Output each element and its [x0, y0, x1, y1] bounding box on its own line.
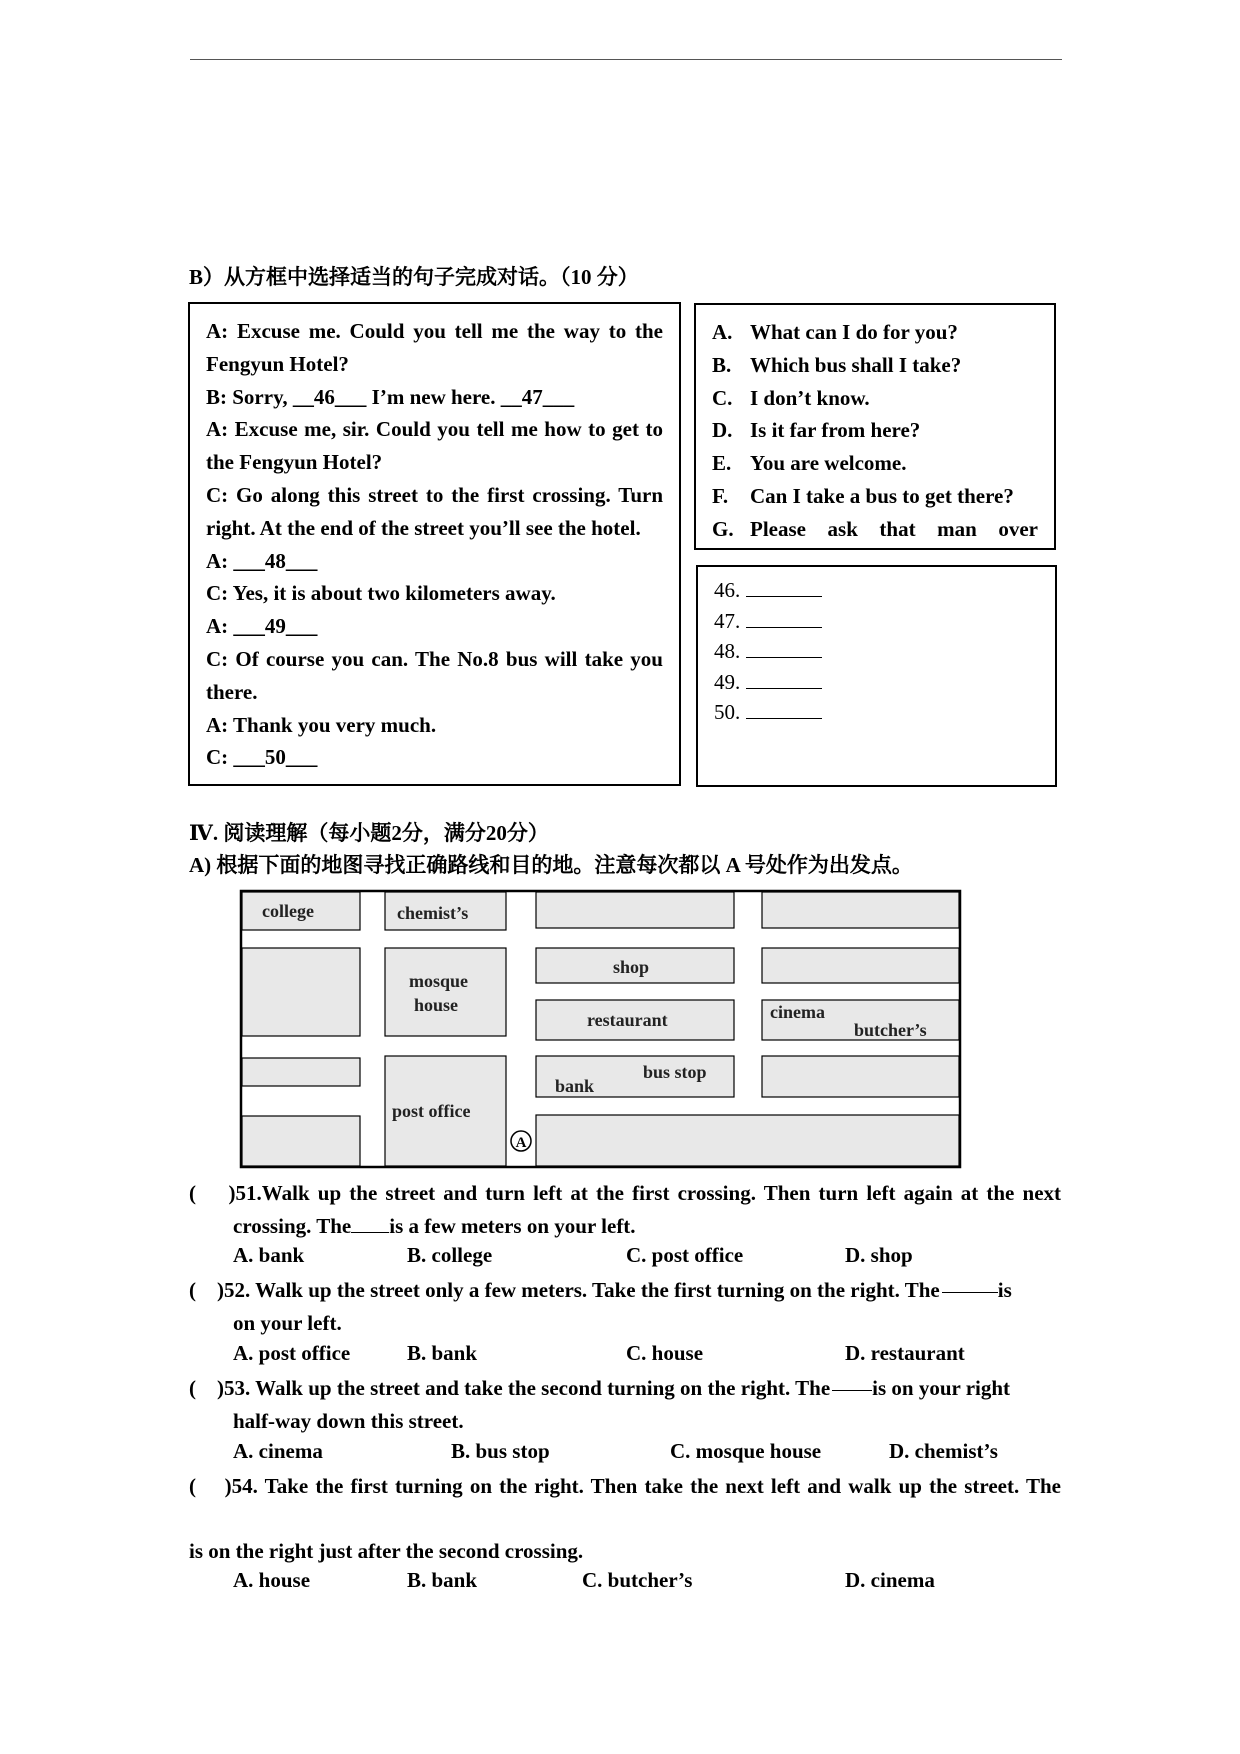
option-b [712, 349, 1038, 382]
map-block [536, 892, 734, 928]
option-a [712, 316, 1038, 349]
question-line: is on the right just after the second crossing. [189, 1539, 584, 1563]
option-key: C. [712, 385, 733, 410]
choice-a[interactable]: A. house [233, 1568, 311, 1592]
choice-c[interactable]: C. post office [626, 1243, 744, 1267]
answer-number: 47. [714, 608, 741, 633]
dialogue-line: C: ___50___ [206, 745, 318, 770]
question-text: 52. Walk up the street only a few meters. Take the first turning on the right. The [224, 1278, 940, 1302]
option-key: A. [712, 320, 733, 344]
question-52 [189, 1274, 1061, 1339]
answer-row [714, 697, 1039, 728]
question-line [189, 1177, 1061, 1210]
choices-52 [233, 1341, 1063, 1373]
option-text: Please ask that man over [750, 516, 1038, 541]
option-text: What can I do for you? [750, 320, 958, 344]
answer-number: 46. [714, 578, 741, 602]
choice-b[interactable]: B. college [407, 1243, 493, 1267]
option-key: E. [712, 451, 732, 476]
option-key: B. [712, 352, 732, 377]
dialogue-line: C: Of course you can. The No.8 bus will take you there. [206, 646, 663, 704]
option-text: You are welcome. [750, 451, 907, 476]
answer-number: 49. [714, 669, 741, 694]
label-mosque: mosque [409, 971, 469, 991]
map-block [762, 948, 959, 983]
question-53 [189, 1372, 1061, 1437]
label-college: college [262, 901, 314, 921]
label-post-office: post office [392, 1101, 471, 1121]
question-blank[interactable] [942, 1274, 998, 1293]
option-key: F. [712, 483, 729, 508]
section-b-title: B）从方框中选择适当的句子完成对话。（10 分） [189, 265, 639, 289]
street-map [238, 888, 964, 1171]
choice-c[interactable]: C. mosque house [670, 1439, 822, 1463]
question-text: 53. Walk up the street and take the second turning on the right. The [224, 1376, 831, 1400]
option-c [712, 382, 1038, 415]
option-d [712, 414, 1038, 447]
dialogue-line: A: Thank you very much. [206, 712, 437, 737]
answer-blank[interactable] [746, 578, 822, 597]
answer-blank[interactable] [746, 639, 822, 658]
answer-box [696, 565, 1057, 787]
question-line: on your left. [233, 1310, 342, 1335]
choice-b[interactable]: B. bank [407, 1568, 478, 1592]
block-mosque-house [385, 948, 506, 1036]
question-blank[interactable] [832, 1372, 872, 1391]
answer-paren-close: ) [224, 1474, 232, 1498]
option-text: Which bus shall I take? [750, 352, 962, 377]
map-block [536, 1115, 959, 1166]
map-block [762, 1056, 959, 1097]
answer-row [714, 636, 1039, 667]
dialogue-line: B: Sorry, __46___ I’m new here. __47___ [206, 384, 575, 409]
section-iv-subtitle: A) 根据下面的地图寻找正确路线和目的地。注意每次都以 A 号处作为出发点。 [189, 853, 913, 877]
dialogue-line: A: ___49___ [206, 614, 318, 639]
question-text: is [997, 1278, 1012, 1302]
label-bank: bank [555, 1076, 595, 1096]
question-text: 51.Walk up the street and turn left at the first crossing. Then turn left again at the next [235, 1181, 1062, 1205]
choice-d[interactable]: D. chemist’s [889, 1439, 998, 1463]
map-block [762, 892, 959, 928]
label-butchers: butcher’s [854, 1020, 927, 1040]
dialogue-line: A: Excuse me, sir. Could you tell me how to get to the Fengyun Hotel? [206, 417, 663, 475]
answer-row [714, 575, 1039, 606]
choice-b[interactable]: B. bank [407, 1341, 478, 1365]
question-54 [189, 1470, 1061, 1503]
label-restaurant: restaurant [587, 1010, 668, 1030]
choices-54 [233, 1568, 1063, 1600]
map-block [242, 1058, 360, 1086]
answer-blank[interactable] [746, 670, 822, 689]
question-text: crossing. The [233, 1213, 352, 1238]
label-shop: shop [613, 957, 650, 977]
question-blank[interactable] [351, 1214, 389, 1233]
question-line [189, 1470, 1061, 1503]
question-text: is on your right [872, 1376, 1011, 1400]
dialogue-line: A: Excuse me. Could you tell me the way to the Fengyun Hotel? [206, 319, 663, 376]
dialogue-line: C: Go along this street to the first crossing. Turn right. At the end of the street you’ll see the hotel. [206, 482, 663, 540]
choices-51 [233, 1243, 1063, 1275]
answer-row [714, 606, 1039, 637]
answer-paren-open[interactable]: ( [189, 1474, 196, 1498]
dialogue-box [188, 302, 681, 786]
choice-c[interactable]: C. butcher’s [582, 1568, 693, 1592]
choice-d[interactable]: D. restaurant [845, 1341, 965, 1365]
question-text: 54. Take the first turning on the right. Then take the next left and walk up the street. The [231, 1474, 1062, 1498]
answer-paren-open[interactable]: ( [189, 1181, 196, 1205]
option-g [712, 513, 1038, 546]
choice-b[interactable]: B. bus stop [451, 1439, 550, 1463]
section-iv-title: Ⅳ. 阅读理解（每小题2分，满分20分） [189, 821, 549, 845]
label-cinema: cinema [770, 1002, 825, 1022]
label-house: house [414, 995, 459, 1015]
choice-d[interactable]: D. shop [845, 1243, 913, 1267]
choice-c[interactable]: C. house [626, 1341, 704, 1365]
question-line [189, 1210, 1061, 1243]
option-key: D. [712, 418, 733, 443]
dialogue-line: C: Yes, it is about two kilometers away. [206, 581, 556, 606]
option-f [712, 480, 1038, 513]
option-key: G. [712, 516, 734, 541]
options-box [694, 303, 1056, 550]
question-51 [189, 1177, 1061, 1242]
answer-paren-close: ) [217, 1278, 224, 1302]
header-rule [190, 59, 1062, 60]
start-point-label: A [515, 1135, 527, 1151]
answer-row [714, 667, 1039, 698]
question-line [189, 1372, 1061, 1405]
answer-paren-close: ) [228, 1181, 236, 1205]
choices-53 [233, 1439, 1063, 1471]
answer-blank[interactable] [746, 700, 822, 719]
dialogue-line: A: ___48___ [206, 548, 318, 573]
choice-a[interactable]: A. bank [233, 1243, 305, 1267]
answer-blank[interactable] [746, 609, 822, 628]
option-text: Is it far from here? [750, 418, 921, 443]
option-text: I don’t know. [750, 385, 870, 410]
map-block [242, 948, 360, 1036]
question-line: half-way down this street. [233, 1408, 464, 1433]
choice-a[interactable]: A. post office [233, 1341, 351, 1365]
answer-paren-open[interactable]: ( [189, 1278, 196, 1302]
answer-paren-close: ) [217, 1376, 224, 1400]
label-bus-stop: bus stop [643, 1062, 707, 1082]
answer-number: 50. [714, 700, 741, 725]
answer-number: 48. [714, 639, 741, 664]
choice-a[interactable]: A. cinema [233, 1439, 323, 1463]
answer-paren-open[interactable]: ( [189, 1376, 196, 1400]
label-chemists: chemist’s [397, 903, 469, 923]
question-text: is a few meters on your left. [389, 1213, 636, 1238]
map-block [242, 1116, 360, 1166]
option-e [712, 447, 1038, 480]
question-line [189, 1274, 1061, 1307]
choice-d[interactable]: D. cinema [845, 1568, 935, 1592]
option-text: Can I take a bus to get there? [750, 483, 1014, 508]
